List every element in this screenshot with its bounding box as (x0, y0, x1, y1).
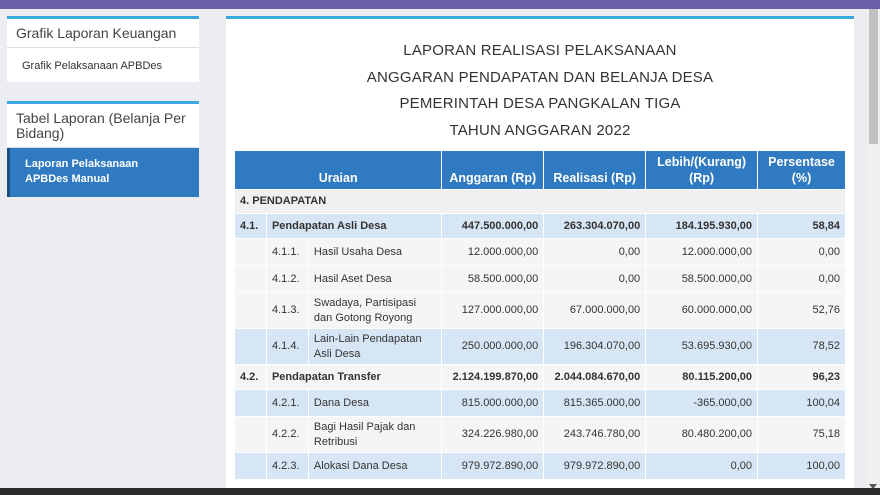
row-name: Hasil Usaha Desa (308, 239, 441, 266)
table-row (235, 390, 846, 417)
row-lebih: 80.115.200,00 (646, 365, 758, 390)
sidebar (7, 16, 199, 216)
row-name: Lain-Lain Pendapatan Asli Desa (308, 329, 441, 365)
table-row (235, 329, 846, 365)
table-row (235, 266, 846, 293)
row-code: 4.2. (235, 365, 267, 390)
header-anggaran: Anggaran (Rp) (442, 151, 544, 190)
row-anggaran: 815.000.000,00 (442, 390, 544, 417)
table-row (235, 214, 846, 239)
row-realisasi: 2.044.084.670,00 (544, 365, 646, 390)
row-name: Pendapatan Transfer (266, 365, 441, 390)
row-indent (235, 453, 267, 480)
taskbar (0, 488, 880, 495)
row-anggaran: 2.124.199.870,00 (442, 365, 544, 390)
report-heading (226, 19, 854, 144)
top-bar (0, 0, 880, 9)
header-uraian: Uraian (235, 151, 442, 190)
row-lebih: 12.000.000,00 (646, 239, 758, 266)
row-realisasi: 67.000.000,00 (544, 293, 646, 329)
row-persen: 100,04 (758, 390, 846, 417)
report-table (234, 150, 846, 480)
row-anggaran: 324.226.980,00 (442, 417, 544, 453)
row-code: 4.1.1. (266, 239, 308, 266)
row-code: 4.1. (235, 214, 267, 239)
row-realisasi: 0,00 (544, 239, 646, 266)
section-label: 4. PENDAPATAN (235, 190, 846, 214)
sidebar-link-laporan-apbdes-manual[interactable]: Laporan Pelaksanaan APBDes Manual (7, 148, 199, 197)
row-realisasi: 263.304.070,00 (544, 214, 646, 239)
report-panel (226, 16, 854, 495)
row-name: Alokasi Dana Desa (308, 453, 441, 480)
sidebar-box-tabel (7, 101, 199, 197)
row-indent (235, 266, 267, 293)
row-code: 4.2.3. (266, 453, 308, 480)
row-persen: 52,76 (758, 293, 846, 329)
sidebar-box-grafik (7, 16, 199, 82)
sidebar-link-grafik-apbdes[interactable]: Grafik Pelaksanaan APBDes (22, 60, 163, 72)
row-persen: 58,84 (758, 214, 846, 239)
row-lebih: 0,00 (646, 453, 758, 480)
row-lebih: 184.195.930,00 (646, 214, 758, 239)
row-indent (235, 239, 267, 266)
row-realisasi: 815.365.000,00 (544, 390, 646, 417)
row-lebih: 58.500.000,00 (646, 266, 758, 293)
report-title-line-4: TAHUN ANGGARAN 2022 (449, 121, 631, 139)
row-name: Hasil Aset Desa (308, 266, 441, 293)
row-persen: 96,23 (758, 365, 846, 390)
table-row (235, 453, 846, 480)
row-persen: 100,00 (758, 453, 846, 480)
row-anggaran: 58.500.000,00 (442, 266, 544, 293)
row-realisasi: 243.746.780,00 (544, 417, 646, 453)
row-indent (235, 390, 267, 417)
row-code: 4.1.4. (266, 329, 308, 365)
table-row (235, 417, 846, 453)
row-name: Pendapatan Asli Desa (266, 214, 441, 239)
row-lebih: 60.000.000,00 (646, 293, 758, 329)
row-lebih: 53.695.930,00 (646, 329, 758, 365)
row-lebih: 80.480.200,00 (646, 417, 758, 453)
scrollbar-thumb[interactable] (869, 9, 878, 144)
row-persen: 0,00 (758, 239, 846, 266)
row-code: 4.1.2. (266, 266, 308, 293)
row-indent (235, 329, 267, 365)
row-name: Bagi Hasil Pajak dan Retribusi (308, 417, 441, 453)
report-title-line-3: PEMERINTAH DESA PANGKALAN TIGA (399, 95, 681, 112)
page-scrollbar[interactable] (867, 9, 880, 495)
table-row (235, 365, 846, 390)
row-code: 4.1.3. (266, 293, 308, 329)
row-persen: 78,52 (758, 329, 846, 365)
row-persen: 75,18 (758, 417, 846, 453)
row-anggaran: 447.500.000,00 (442, 214, 544, 239)
row-indent (235, 293, 267, 329)
sidebar-title-grafik: Grafik Laporan Keuangan (7, 19, 199, 48)
row-anggaran: 250.000.000,00 (442, 329, 544, 365)
report-title-line-2: ANGGARAN PENDAPATAN DAN BELANJA DESA (366, 68, 714, 86)
row-realisasi: 979.972.890,00 (544, 453, 646, 480)
row-anggaran: 12.000.000,00 (442, 239, 544, 266)
row-code: 4.2.1. (266, 390, 308, 417)
row-anggaran: 127.000.000,00 (442, 293, 544, 329)
row-name: Swadaya, Partisipasi dan Gotong Royong (308, 293, 441, 329)
row-indent (235, 417, 267, 453)
row-code: 4.2.2. (266, 417, 308, 453)
row-anggaran: 979.972.890,00 (442, 453, 544, 480)
sidebar-title-tabel: Tabel Laporan (Belanja Per Bidang) (7, 104, 199, 148)
report-title-line-1: LAPORAN REALISASI PELAKSANAAN (403, 42, 677, 59)
header-lebih-kurang: Lebih/(Kurang) (Rp) (646, 151, 758, 190)
header-realisasi: Realisasi (Rp) (544, 151, 646, 190)
row-realisasi: 196.304.070,00 (544, 329, 646, 365)
table-header-row (235, 151, 846, 190)
header-persentase: Persentase (%) (758, 151, 846, 190)
row-name: Dana Desa (308, 390, 441, 417)
row-persen: 0,00 (758, 266, 846, 293)
row-realisasi: 0,00 (544, 266, 646, 293)
table-row (235, 293, 846, 329)
row-lebih: -365.000,00 (646, 390, 758, 417)
section-row (235, 190, 846, 214)
table-row (235, 239, 846, 266)
